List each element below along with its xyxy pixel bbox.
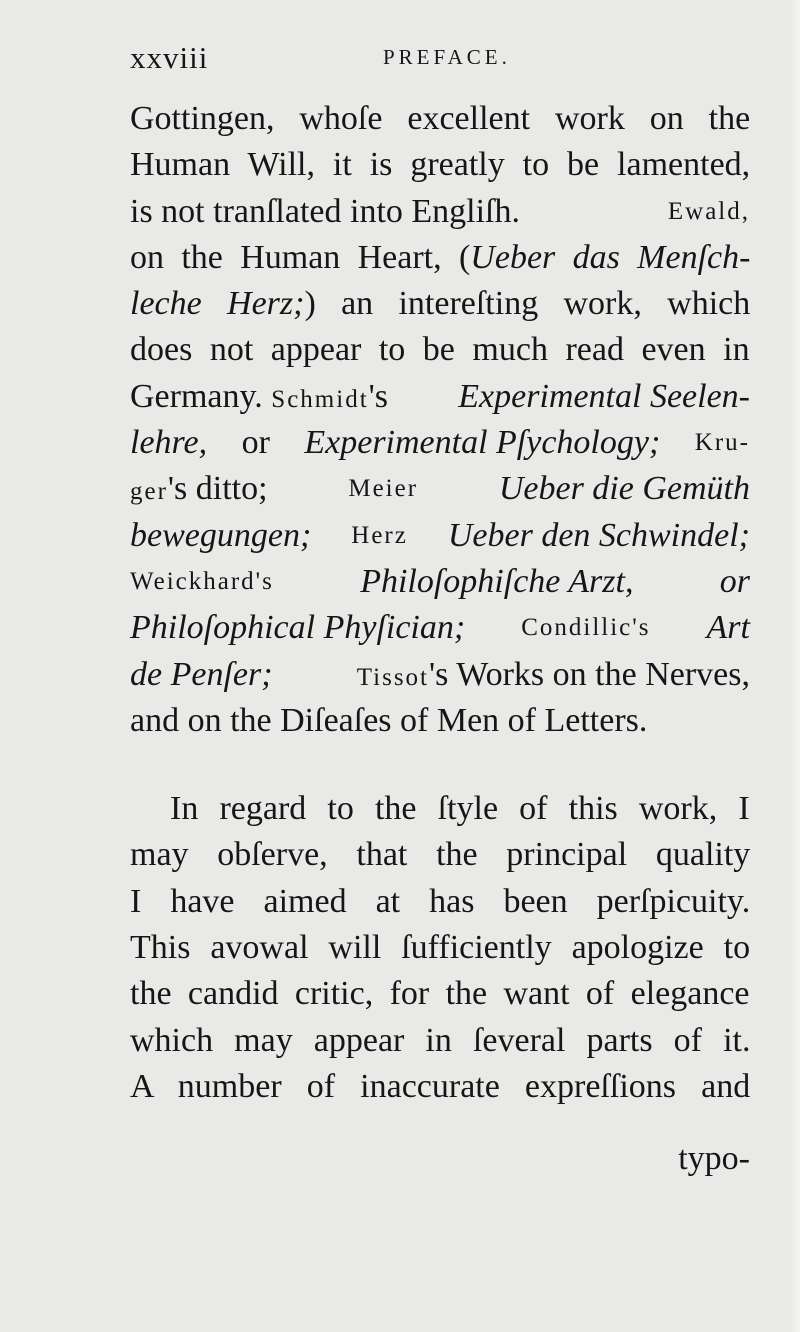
text-line <box>130 1064 750 1110</box>
line-text: the candid critic, for the want of elegance <box>130 975 750 1013</box>
small-caps-name: ger <box>130 478 168 506</box>
small-caps-name: Condillic's <box>521 614 651 642</box>
italic-title: Ueber die Gemüth <box>498 470 750 508</box>
text-line <box>130 281 750 327</box>
body-text <box>130 96 750 1110</box>
text-line <box>130 879 750 925</box>
running-head <box>130 40 750 80</box>
line-segment <box>130 466 268 512</box>
text-line <box>130 786 750 832</box>
line-text: Human Will, it is greatly to be lamented, <box>130 146 751 184</box>
text-line <box>130 652 750 698</box>
line-text: I have aimed at has been perſpicuity. <box>130 882 751 920</box>
line-text: Germany. <box>130 377 263 415</box>
paragraph-gap <box>130 744 750 786</box>
line-text: A number of inaccurate expreſſions and <box>130 1067 751 1105</box>
small-caps-name: Ewald, <box>667 197 750 225</box>
italic-title: Ueber den Schwindel; <box>447 516 750 554</box>
text-line <box>130 235 750 281</box>
small-caps-name: Kru- <box>694 429 750 457</box>
text-line <box>130 513 750 559</box>
text-line <box>130 605 750 651</box>
line-text: or <box>719 562 750 600</box>
small-caps-name: Weickhard's <box>130 567 274 595</box>
line-text: This avowal will ſufficiently apologize to <box>130 929 751 967</box>
small-caps-name: Schmidt <box>271 385 369 413</box>
catchword: typo- <box>678 1140 750 1177</box>
line-text: is not tranſlated into Engliſh. <box>130 192 521 230</box>
italic-title: Philoſophical Phyſician; <box>130 609 466 647</box>
small-caps-name: Meier <box>348 475 419 503</box>
line-text: ) an intereſting work, which <box>304 285 751 323</box>
italic-title: bewegungen; <box>130 516 312 554</box>
small-caps-name: Tissot <box>356 663 429 691</box>
text-line <box>130 374 750 420</box>
italic-title: lehre, <box>130 424 208 462</box>
line-text: does not appear to be much read even in <box>130 331 750 369</box>
italic-title: Experimental Pſychology; <box>304 424 661 462</box>
line-text: on the Human Heart, ( <box>130 238 471 276</box>
text-line <box>130 832 750 878</box>
italic-title: Philoſophiſche Arzt, <box>360 562 634 600</box>
line-text: or <box>241 424 270 462</box>
text-line <box>130 925 750 971</box>
line-text: 's Works on the Nerves, <box>429 655 750 693</box>
italic-title: Art <box>706 609 750 647</box>
line-text: may obſerve, that the principal quality <box>130 836 751 874</box>
line-text: 's ditto; <box>167 470 268 508</box>
italic-title: de Penſer; <box>130 655 273 693</box>
text-line <box>130 698 750 744</box>
line-text: and on the Diſeaſes of Men of Letters. <box>130 701 648 739</box>
line-segment <box>130 235 750 281</box>
line-text: which may appear in ſeveral parts of it. <box>130 1021 751 1059</box>
text-line <box>130 327 750 373</box>
text-line <box>130 971 750 1017</box>
running-title: PREFACE. <box>383 45 511 69</box>
text-line <box>130 559 750 605</box>
small-caps-name: Herz <box>351 521 408 549</box>
line-text: Gottingen, whoſe excellent work on the <box>130 100 751 137</box>
text-line <box>130 1018 750 1064</box>
italic-title: leche Herz; <box>130 285 305 323</box>
line-segment <box>130 374 388 420</box>
line-segment <box>357 652 750 698</box>
line-text: In regard to the ſtyle of this work, I <box>170 790 750 828</box>
italic-title: Experimental Seelen- <box>458 377 750 415</box>
text-line <box>130 189 750 235</box>
page-edge <box>790 0 800 1332</box>
text-line <box>130 466 750 512</box>
line-text: 's <box>368 377 388 415</box>
page-number: xxviii <box>130 40 209 75</box>
line-segment <box>130 281 750 327</box>
text-line <box>130 142 750 188</box>
italic-title: Ueber das Menſch- <box>470 238 751 276</box>
text-line <box>130 420 750 466</box>
text-line <box>130 96 750 142</box>
